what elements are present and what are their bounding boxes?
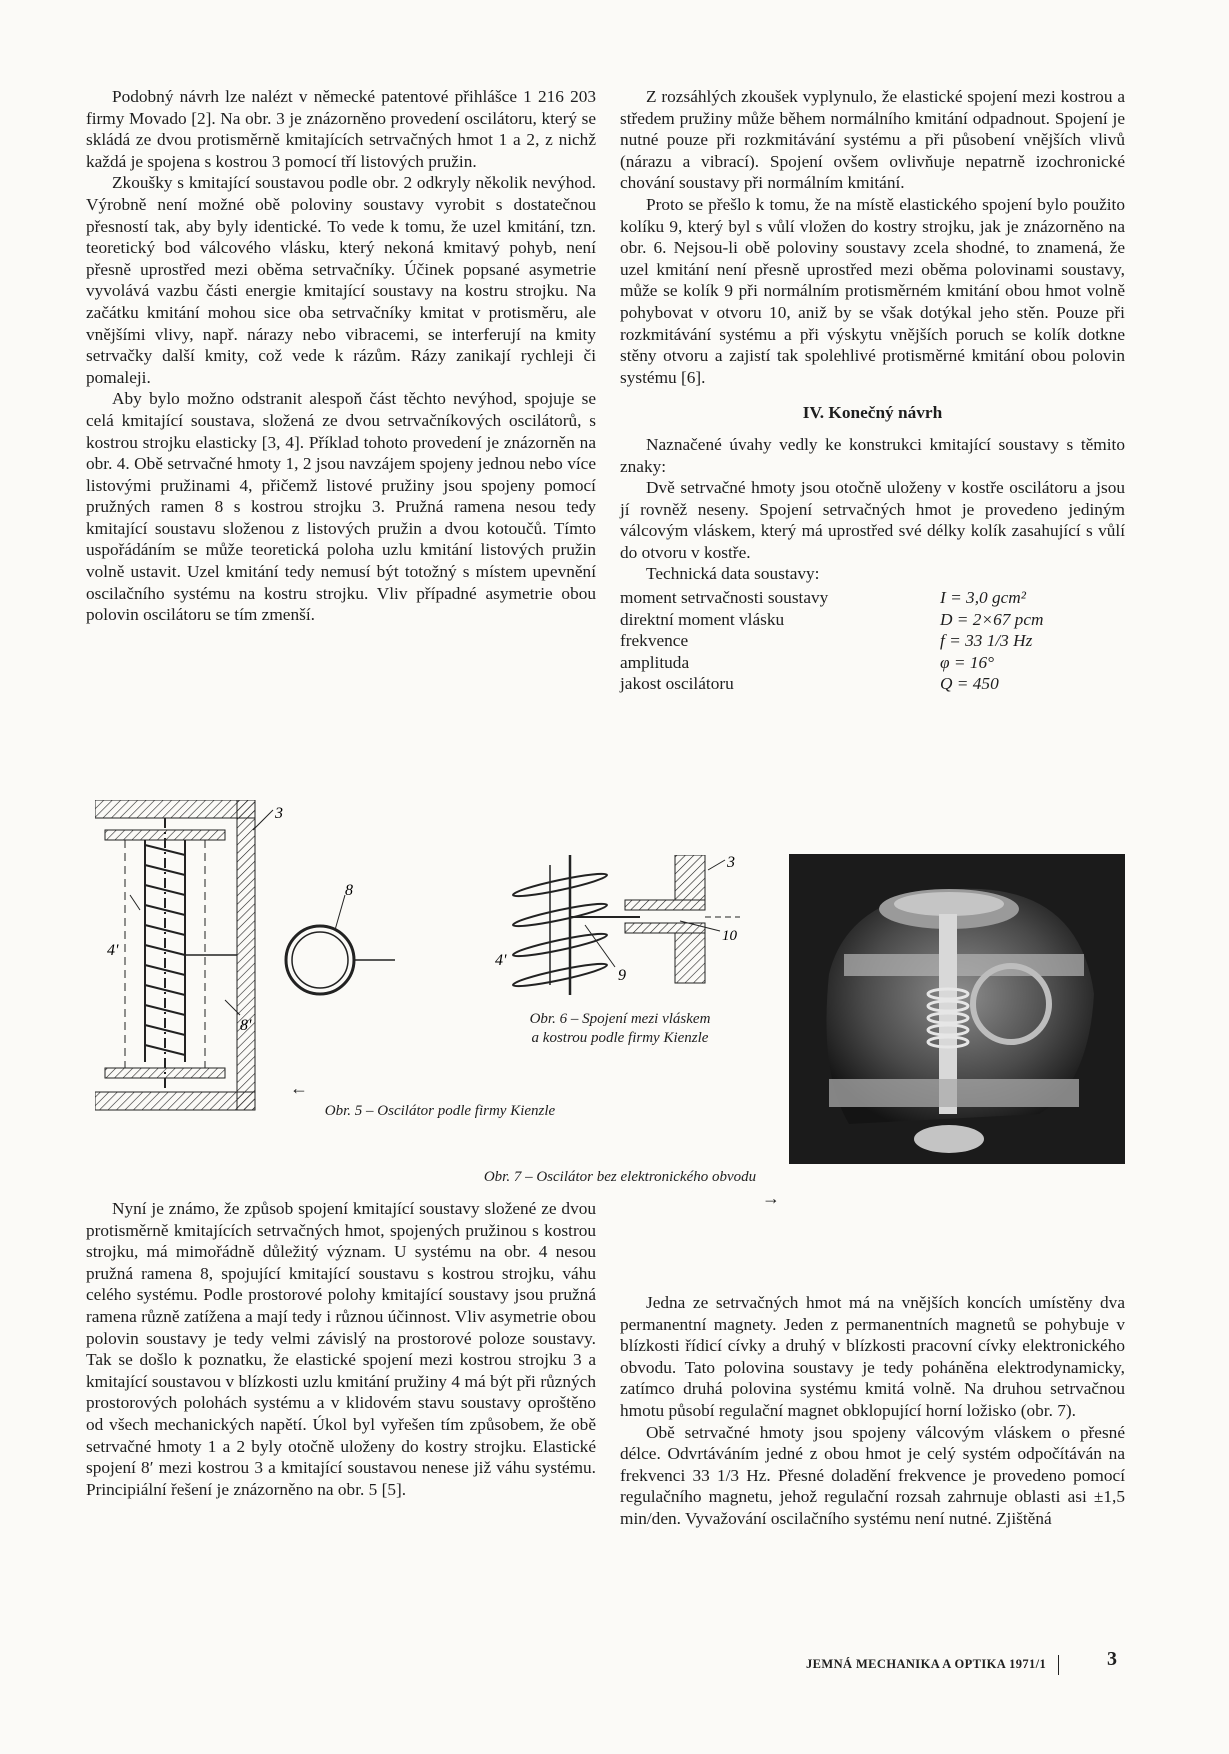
tech-data-row [620, 630, 1125, 652]
figure-7-photo [789, 854, 1125, 1164]
fig7-arrow: → [762, 1188, 780, 1208]
tech-data-heading: Technická data soustavy: [646, 564, 820, 584]
tech-data-row [620, 652, 1125, 674]
tech-data-table [620, 587, 1125, 695]
fig5-label: 4' [107, 942, 119, 959]
journal-footer [806, 1655, 1067, 1675]
fig5-label: 8' [240, 1017, 252, 1034]
journal-title: JEMNÁ MECHANIKA A OPTIKA 1971/1 [806, 1656, 1047, 1671]
section-heading: IV. Konečný návrh [802, 403, 943, 423]
fig6-label: 10 [722, 928, 737, 944]
tech-data-value: f = 33 1/3 Hz [940, 631, 1033, 651]
paragraph: Nyní je známo, že způsob spojení kmitající soustavy složené ze dvou protisměrně kmitajících setrvačných hmot, spojených pružinou s kostrou strojku, má mimořádně důležitý význam. U systému na obr. 4 nesou pružná ramena 8, spojující kmitající soustavu s kostrou strojku, váhu celého systému. Podle prostorové polohy kmitající soustavy jsou pružná ramena různě zatížena a mají tedy i různou účinnost. Vliv asymetrie obou polovin soustavy je tedy velmi závislý na prostorové poloze soustavy. Tak se došlo k poznatku, že elastické spojení mezi kostrou strojku 3 a kmitající soustavou v blízkosti uzlu kmitání pružiny 4 má být při různých prostorových polohách systému a v klidovém stavu soustavy oproštěno od všech mechanických napětí. Úkol byl vyřešen tím způsobem, že obě setrvačné hmoty 1 a 2 byly otočně uloženy do kostry strojku. Elastické spojení 8′ mezi kostrou 3 a kmitající soustavou nenese již váhu systému. Principiální řešení je znázorněno na obr. 5 [5]. [86, 1199, 596, 1499]
fig5-label: 8 [345, 882, 353, 899]
paragraph: Naznačené úvahy vedly ke konstrukci kmitající soustavy s těmito znaky: [620, 434, 1125, 476]
fig6-caption [470, 1010, 770, 1048]
fig6-label: 9 [618, 967, 626, 984]
fig6-label: 3 [727, 855, 735, 871]
fig6-caption-line: a kostrou podle firmy Kienzle [531, 1030, 709, 1046]
tech-data-value: D = 2×67 pcm [940, 609, 1044, 629]
tech-data-row [620, 673, 1125, 695]
paragraph: Jedna ze setrvačných hmot má na vnějších koncích umístěny dva permanentní magnety. Jeden z permanentních magnetů se pohybuje v blízkosti řídicí cívky a druhý v blízkosti pracovní cívky elektronického obvodu. Tato polovina soustavy je tedy poháněna elektrodynamicky, zatímco druhá polovina systému kmitá volně. Na druhou setrvačnou hmotu působí regulační magnet obklopující horní ložisko (obr. 7). [620, 1293, 1125, 1420]
paragraph: Dvě setrvačné hmoty jsou otočně uloženy v kostře oscilátoru a jsou jí rovněž neseny. Spojení setrvačných hmot je provedeno jediným válcovým vláskem, který má uprostřed své délky kolík zasahující s vůlí do otvoru v kostře. [620, 478, 1125, 562]
tech-data-value: I = 3,0 gcm² [940, 588, 1026, 608]
fig6-label: 4' [495, 952, 507, 969]
oscillator-photo-illustration [789, 854, 1125, 1164]
footer-divider [1058, 1655, 1059, 1675]
page-number: 3 [1107, 1648, 1117, 1670]
right-column-top [620, 86, 1125, 695]
fig6-caption-line: Obr. 6 – Spojení mezi vláskem [529, 1011, 711, 1027]
paragraph: Aby bylo možno odstranit alespoň část těchto nevýhod, spojuje se celá kmitající soustava, složená ze dvou setrvačníkových oscilátorů, s kostrou strojku elasticky [3, 4]. Příklad tohoto provedení je znázorněn na obr. 4. Obě setrvačné hmoty 1, 2 jsou navzájem spojeny jednou nebo více listovými pružinami 4, přičemž listové pružiny jsou spojeny pomocí pružných ramen 8 s kostrou strojku 3. Pružná ramena nesou tedy kmitající soustavu složenou z listových pružin a dvou kotoučů. Tímto uspořádáním se může teoretická poloha uzlu kmitání listových pružin volně ustavit. Uzel kmitání tedy nemusí být totožný s místem upevnění oscilačního systému na kostru strojku. Vliv případné asymetrie obou polovin oscilátoru se tím zmenší. [86, 389, 596, 625]
paragraph: Zkoušky s kmitající soustavou podle obr. 2 odkryly několik nevýhod. Výrobně není možné obě poloviny soustavy vyrobit s dostatečnou přesností tak, aby byly identické. To vede k tomu, že uzel kmitání, tzn. teoretický bod válcového vlásku, který nekoná kmitavý pohyb, není přesně uprostřed mezi oběma setrvačníky. Účinek popsané asymetrie vyvolává vazbu části energie kmitající soustavy na kostru strojku. Na začátku kmitání mohou sice oba setrvačníky kmitat v protisměru, ale vnějšími vlivy, např. nárazy nebo vibracemi, se interferují na kmity setrvačky další kmity, což vede k rázům. Rázy zanikají rychleji či pomaleji. [86, 173, 596, 387]
tech-data-row [620, 609, 1125, 631]
tech-data-value: φ = 16° [940, 652, 995, 672]
left-column-top [86, 86, 596, 626]
tech-data-label: frekvence [620, 631, 689, 651]
paragraph: Podobný návrh lze nalézt v německé patentové přihlášce 1 216 203 firmy Movado [2]. Na obr. 3 je znázorněno provedení oscilátoru, který se skládá ze dvou protisměrně kmitajících setrvačných hmot 1 a 2, z nichž každá je spojena s kostrou 3 pomocí tří listových pružin. [86, 87, 596, 171]
fig7-caption: Obr. 7 – Oscilátor bez elektronického obvodu [483, 1169, 757, 1185]
fig5-arrow: ← [290, 1078, 308, 1098]
tech-data-label: amplituda [620, 652, 690, 672]
paragraph: Obě setrvačné hmoty jsou spojeny válcovým vláskem o přesné délce. Odvrtáváním jedné z obou hmot je celý systém odpočítáván na frekvenci 33 1/3 Hz. Přesné doladění frekvence je provedeno pomocí regulačního magnetu, jehož regulační rozsah zahrnuje oblasti asi ±1,5 min/den. Vyvažování oscilačního systému není nutné. Zjištěná [620, 1422, 1125, 1528]
tech-data-value: Q = 450 [940, 674, 999, 694]
paragraph: Proto se přešlo k tomu, že na místě elastického spojení bylo použito kolíku 9, který byl s vůlí vložen do kostry strojku, jak je znázorněno na obr. 6. Nejsou-li obě poloviny soustavy zcela shodné, to znamená, že uzel kmitání není přesně uprostřed mezi oběma polovinami soustavy, může se kolík 9 při normálním protisměrném kmitání obou hmot volně pohybovat v otvoru 10, aniž by se však dotýkal jeho stěn. Pouze při rozkmitávání systému a při výskytu vnějších poruch se kolík dotkne stěny otvoru a zajistí tak spolehlivé protisměrné kmitání obou polovin systému [6]. [620, 194, 1125, 387]
left-column-bottom [86, 1198, 596, 1500]
tech-data-label: direktní moment vlásku [620, 609, 785, 629]
paragraph: Z rozsáhlých zkoušek vyplynulo, že elastické spojení mezi kostrou a středem pružiny může během normálního kmitání odpadnout. Spojení je nutné pouze při rozkmitávání systému a při působení vnějších vlivů (nárazu a vibrací). Spojení ovšem ovlivňuje nepatrně izochronické chování soustavy při normálním kmitání. [620, 87, 1125, 193]
tech-data-row [620, 587, 1125, 609]
figure-6-drawing [490, 855, 780, 1005]
fig5-label: 3 [275, 805, 283, 822]
tech-data-label: jakost oscilátoru [620, 674, 734, 694]
tech-data-label: moment setrvačnosti soustavy [620, 588, 829, 608]
fig5-caption: Obr. 5 – Oscilátor podle firmy Kienzle [324, 1103, 556, 1119]
right-column-bottom [620, 1292, 1125, 1530]
